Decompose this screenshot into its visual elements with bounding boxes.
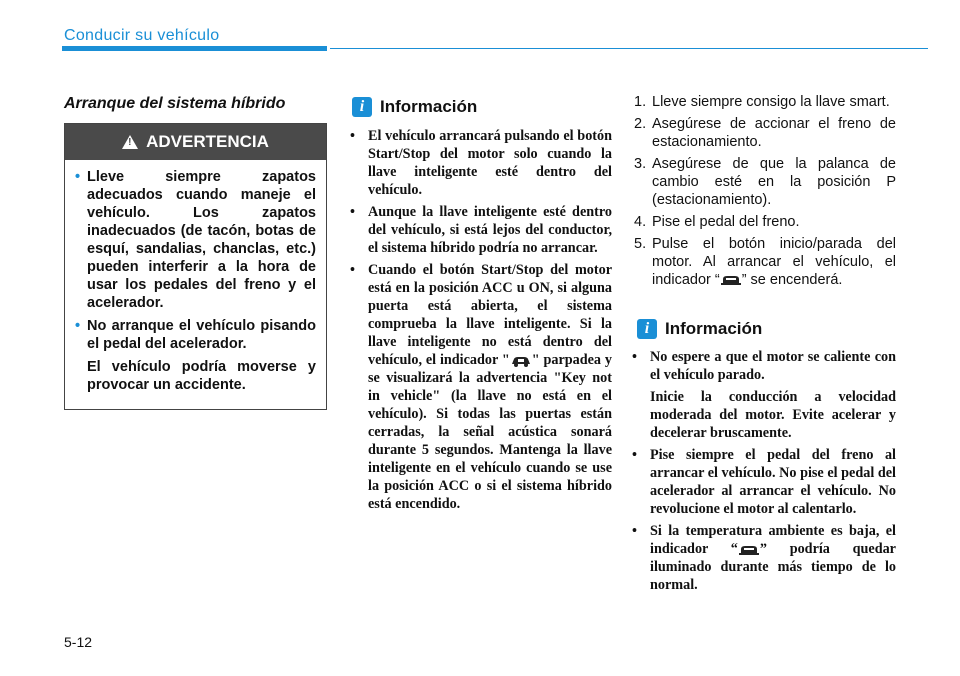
info-title: Información bbox=[380, 97, 478, 116]
warning-sub-text: El vehículo podría moverse y provocar un accidente. bbox=[87, 359, 316, 393]
car-key-indicator-icon bbox=[510, 355, 532, 367]
list-item: • Aunque la llave inteligente esté dentro del vehículo, si está lejos del conductor, el sistema híbrido podría no arrancar. bbox=[350, 204, 612, 256]
step-item: 5. Pulse el botón inicio/parada del motor. Al arrancar el vehículo, el indicador “ ” se encenderá. bbox=[634, 236, 896, 288]
warning-title: ADVERTENCIA bbox=[146, 132, 269, 151]
info-header bbox=[637, 319, 762, 339]
info-icon: i bbox=[352, 97, 372, 117]
step-item: 2. Asegúrese de accionar el freno de estacionamiento. bbox=[634, 116, 896, 150]
section-header: Conducir su vehículo bbox=[64, 27, 220, 44]
warning-box bbox=[64, 123, 327, 410]
warning-item: • Lleve siempre zapatos adecuados cuando maneje el vehículo. Los zapatos inadecuados (de tacón, botas de esquí, sandalias, chanclas, etc.) pueden interferir a la hora de usar los pedales del freno y el acelerador. bbox=[75, 169, 316, 311]
list-item: • Cuando el botón Start/Stop del motor está en la posición ACC u ON, si alguna puerta está abierta, el sistema comprueba la llave inteligente. Si la llave inteligente no está dentro del vehículo, el indicador " " parpadea y se visualizará la advertencia "Key not in vehicle" (la llave no está en el vehículo). Si todas las puertas están cerradas, la señal acústica sonará durante 5 segundos. Mantenga la llave inteligente en el vehículo cuando se use la posición ACC o si el sistema híbrido está encendido. bbox=[350, 262, 612, 512]
car-indicator-icon bbox=[720, 274, 742, 286]
warning-triangle-icon: ! bbox=[122, 135, 138, 149]
list-sub-item: Inicie la conducción a velocidad moderada del motor. Evite acelerar y decelerar bruscamente. bbox=[650, 389, 896, 441]
header-bar-thin bbox=[330, 48, 928, 49]
header-bar-thick bbox=[62, 46, 327, 51]
step-item: 4. Pise el pedal del freno. bbox=[634, 214, 800, 230]
info-header bbox=[352, 97, 477, 117]
section-title: Arranque del sistema híbrido bbox=[64, 95, 286, 112]
car-indicator-icon bbox=[738, 544, 760, 556]
bullet-icon: • bbox=[75, 169, 81, 185]
page-number: 5-12 bbox=[64, 634, 93, 650]
info-list bbox=[348, 127, 612, 517]
steps-list bbox=[634, 93, 896, 293]
step-item: 3. Asegúrese de que la palanca de cambio esté en la posición P (estacionamiento). bbox=[634, 156, 896, 208]
list-item: • No espere a que el motor se caliente con el vehículo parado. bbox=[632, 349, 896, 383]
step-item: 1. Lleve siempre consigo la llave smart. bbox=[634, 94, 890, 110]
warning-item: • No arranque el vehículo pisando el pedal del acelerador. bbox=[75, 318, 316, 352]
info-list bbox=[630, 348, 896, 598]
info-icon: i bbox=[637, 319, 657, 339]
list-item: • Si la temperatura ambiente es baja, el indicador “ ” podría quedar iluminado durante más tiempo de lo normal. bbox=[632, 523, 896, 593]
list-item: • El vehículo arrancará pulsando el botón Start/Stop del motor solo cuando la llave inteligente esté dentro del vehículo. bbox=[350, 128, 612, 198]
warning-header bbox=[65, 124, 326, 160]
info-title: Información bbox=[665, 319, 763, 338]
list-item: • Pise siempre el pedal del freno al arrancar el vehículo. No pise el pedal del acelerador al arrancar el vehículo. No revolucione el motor al calentarlo. bbox=[632, 447, 896, 517]
bullet-icon: • bbox=[75, 318, 81, 334]
